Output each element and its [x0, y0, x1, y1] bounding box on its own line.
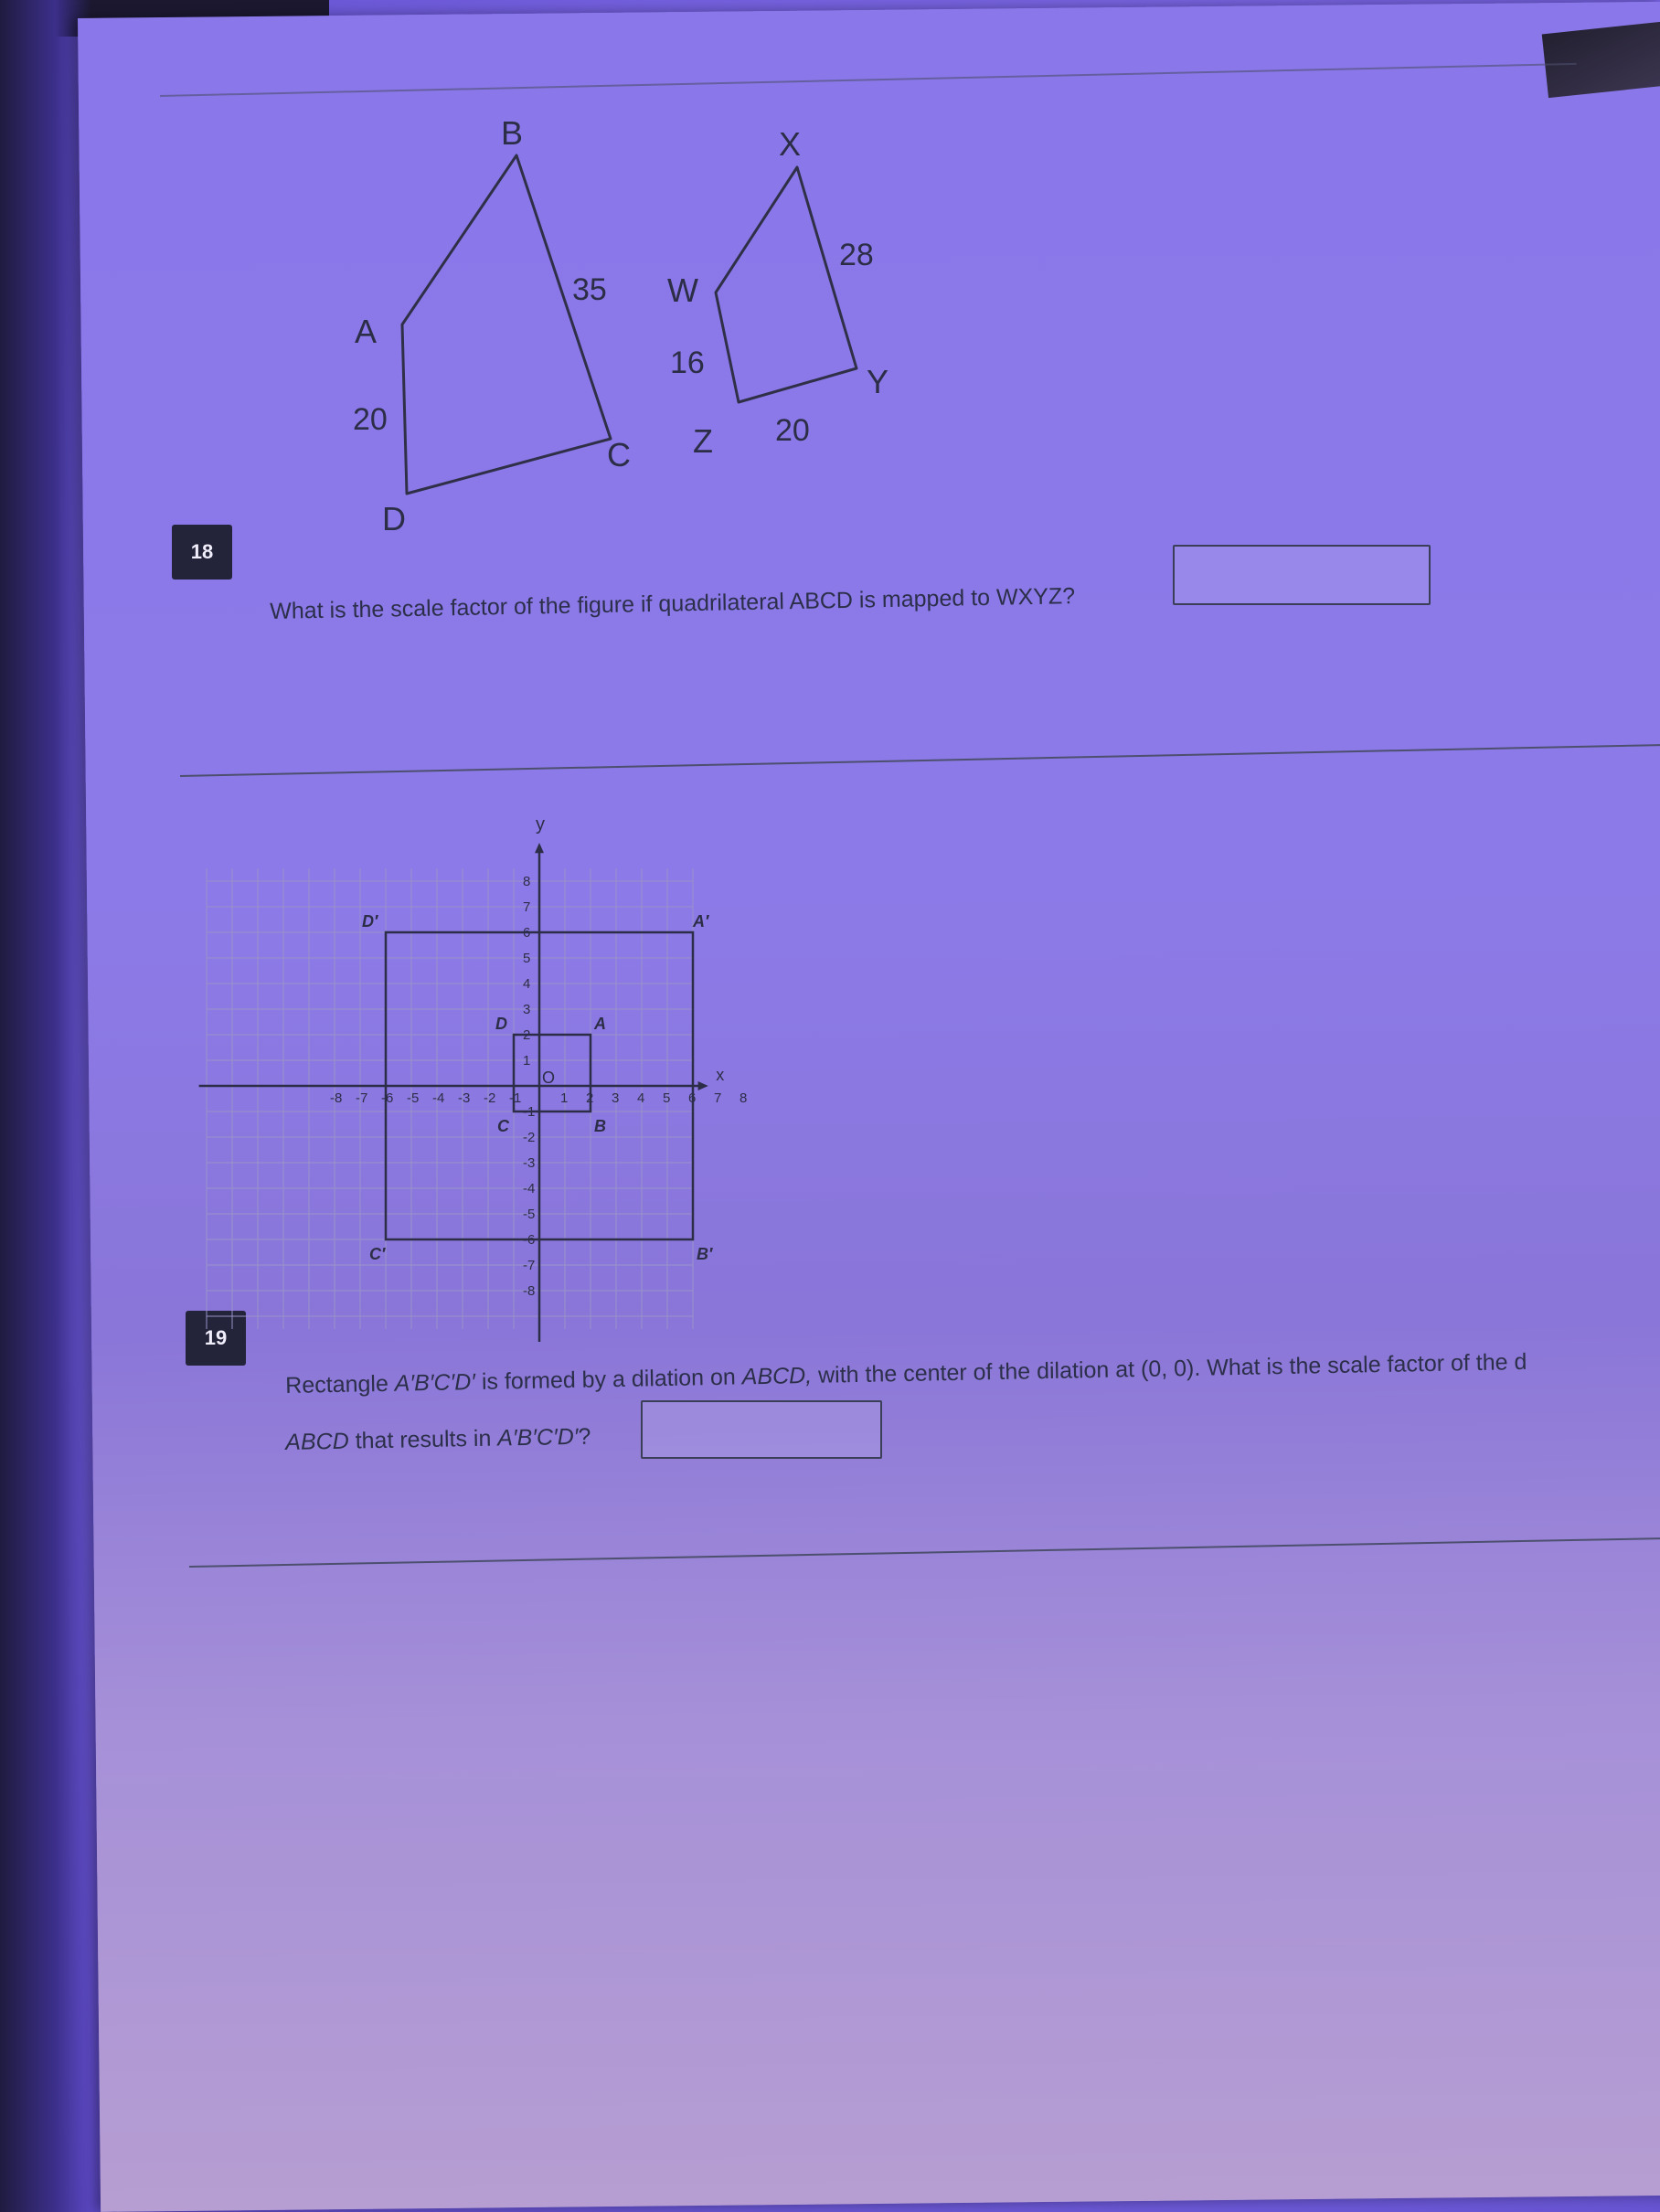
vertex-label-z: Z — [693, 422, 713, 460]
x-tick-label: -5 — [407, 1090, 420, 1106]
y-tick-label: -5 — [523, 1207, 536, 1222]
x-tick-label: -3 — [458, 1090, 471, 1106]
q19-text-2d: ? — [578, 1423, 591, 1450]
q19-text-1b: A′B′C′D′ — [394, 1369, 476, 1397]
y-tick-label: 4 — [523, 976, 531, 992]
vertex-label-c: C — [497, 1117, 509, 1135]
vertex-label-b: B — [594, 1117, 606, 1135]
q19-text-2c: A′B′C′D′ — [497, 1423, 579, 1452]
q19-text-1e: with the center of the dilation at (0, 0). What is the scale factor of the d — [811, 1348, 1527, 1388]
vertex-label-a: A — [355, 313, 378, 350]
y-tick-label: 3 — [523, 1002, 531, 1017]
y-tick-label: 2 — [523, 1027, 531, 1043]
x-tick-label: 1 — [560, 1090, 569, 1106]
y-tick-label: 7 — [523, 899, 531, 915]
x-tick-label: -2 — [484, 1090, 496, 1106]
y-tick-label: -7 — [523, 1258, 536, 1273]
x-tick-label: 3 — [612, 1090, 620, 1106]
y-tick-label: -6 — [523, 1232, 536, 1248]
q19-text-2b: that results in — [348, 1425, 498, 1454]
x-tick-label: 6 — [688, 1090, 697, 1106]
x-axis-arrow — [698, 1081, 708, 1090]
side-length-xy: 28 — [839, 238, 874, 272]
vertex-label-x: X — [779, 125, 802, 163]
side-length-zy: 20 — [775, 413, 810, 448]
y-tick-label: -1 — [523, 1104, 536, 1120]
vertex-label-d: D — [382, 500, 406, 537]
side-length-wz: 16 — [670, 346, 705, 380]
vertex-label-a: A — [594, 1015, 606, 1033]
y-tick-label: 6 — [523, 925, 531, 941]
x-tick-label: 8 — [740, 1090, 748, 1106]
vertex-label-y: Y — [867, 363, 889, 400]
x-tick-label: -4 — [432, 1090, 445, 1106]
y-tick-label: -2 — [523, 1130, 536, 1145]
y-tick-label: 8 — [523, 874, 531, 889]
y-tick-label: -8 — [523, 1283, 536, 1299]
y-tick-label: -4 — [523, 1181, 536, 1196]
y-axis-arrow — [535, 843, 544, 853]
x-tick-label: -7 — [356, 1090, 368, 1106]
question-number-18: 18 — [172, 525, 232, 580]
q19-text-2a: ABCD — [285, 1428, 349, 1455]
question-number-19: 19 — [186, 1311, 246, 1366]
y-tick-label: 1 — [523, 1053, 531, 1069]
y-tick-label: 5 — [523, 951, 531, 966]
vertex-label-c-prime: C′ — [369, 1245, 386, 1263]
vertex-label-d-prime: D′ — [362, 912, 378, 931]
answer-input-19[interactable] — [641, 1400, 882, 1459]
vertex-label-w: W — [667, 271, 698, 309]
y-axis-label: y — [536, 814, 545, 835]
x-tick-label: -1 — [509, 1090, 522, 1106]
y-tick-label: -3 — [523, 1155, 536, 1171]
x-tick-label: 7 — [714, 1090, 722, 1106]
origin-label: O — [542, 1069, 556, 1087]
vertex-label-b-prime: B′ — [697, 1245, 713, 1263]
vertex-label-a-prime: A′ — [693, 912, 709, 931]
side-length-ad: 20 — [353, 402, 388, 437]
x-axis-label: x — [716, 1066, 725, 1084]
vertex-label-d: D — [495, 1015, 507, 1033]
x-tick-label: 4 — [637, 1090, 645, 1106]
q19-text-1d: ABCD, — [741, 1362, 813, 1390]
q19-text-1c: is formed by a dilation on — [474, 1364, 743, 1396]
x-tick-label: 2 — [586, 1090, 594, 1106]
x-tick-label: 5 — [663, 1090, 671, 1106]
x-tick-label: -6 — [381, 1090, 394, 1106]
vertex-label-c: C — [607, 436, 631, 473]
question-18-text: What is the scale factor of the figure if quadrilateral ABCD is mapped to WXYZ? — [270, 583, 1076, 624]
vertex-label-b: B — [501, 114, 524, 152]
x-tick-label: -8 — [330, 1090, 343, 1106]
q19-text-1a: Rectangle — [285, 1370, 396, 1398]
side-length-bc: 35 — [572, 272, 607, 307]
